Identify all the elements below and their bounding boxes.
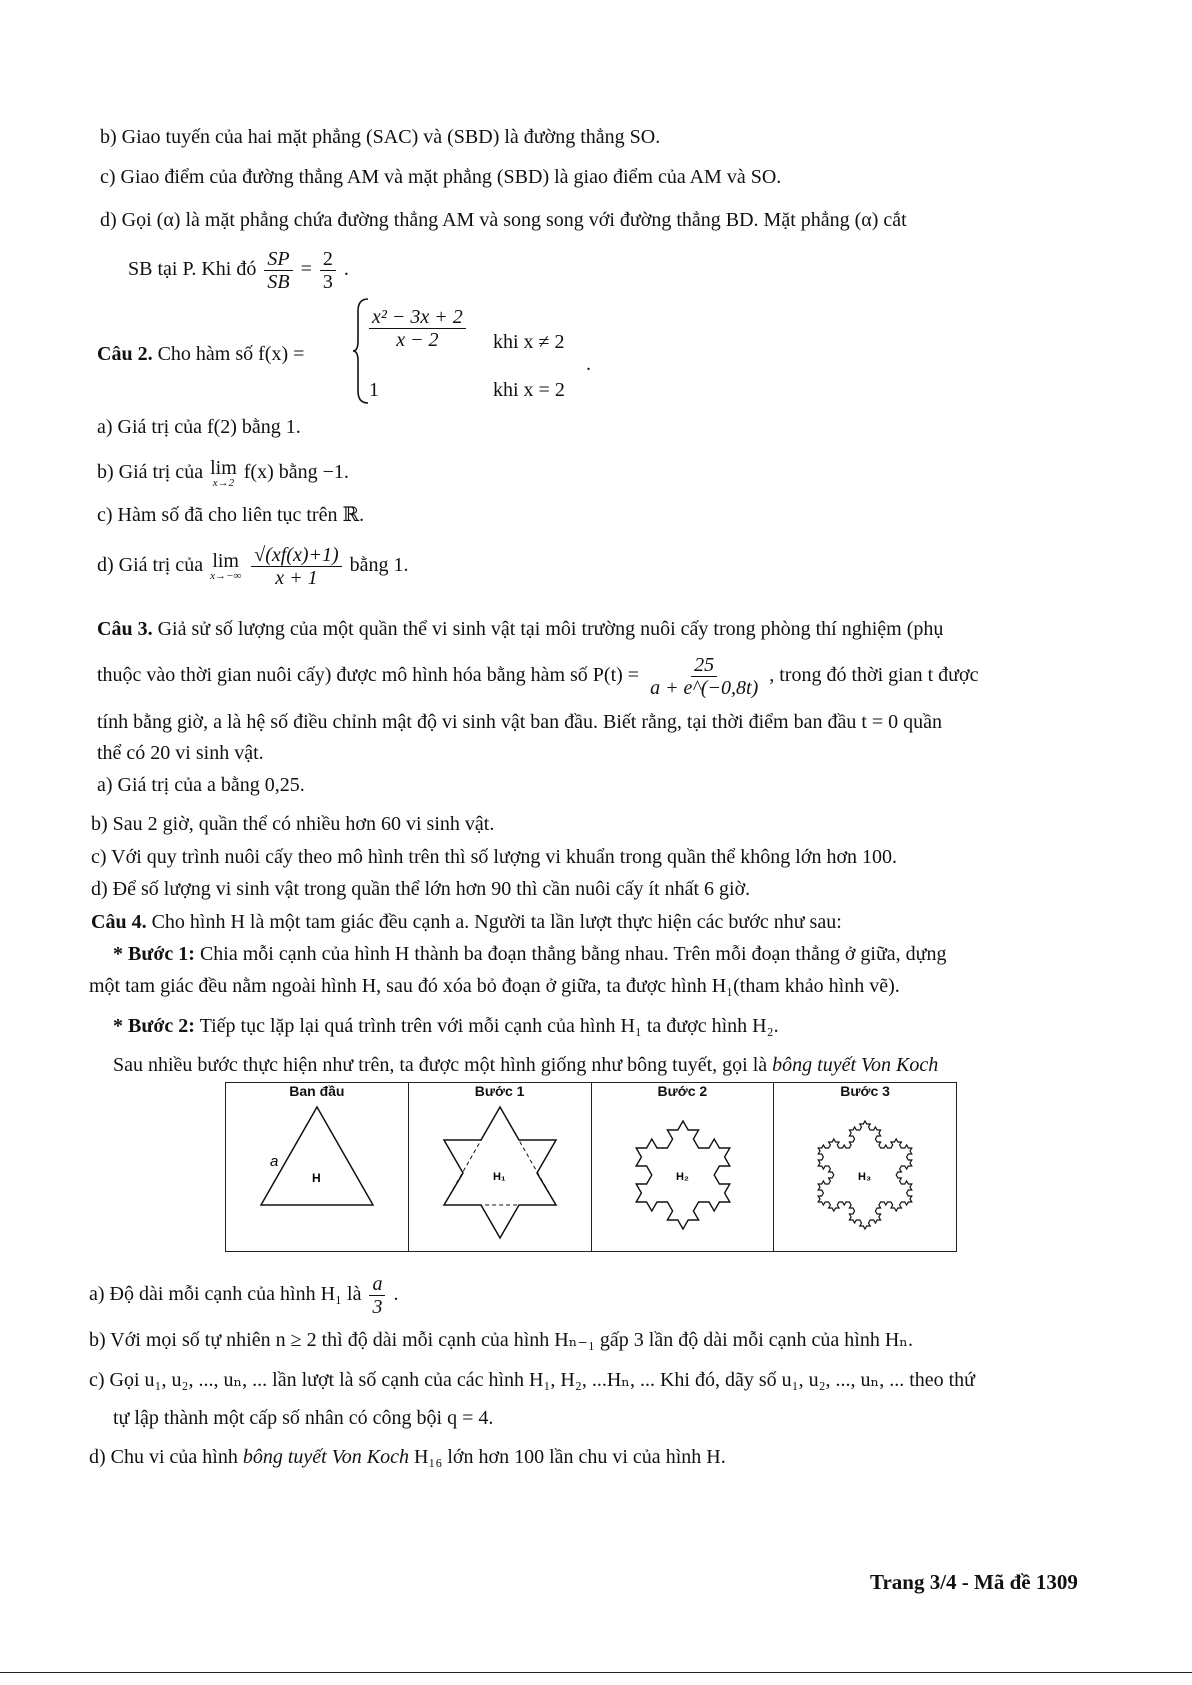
q2-case1-fraction [369, 306, 466, 351]
q4-after-pre: Sau nhiều bước thực hiện như trên, ta được một hình giống như bông tuyết, gọi là [113, 1054, 768, 1076]
q3-l2-pre: thuộc vào thời gian nuôi cấy) được mô hình hóa bằng hàm số P(t) = [97, 664, 640, 687]
q4-option-c-line1: c) Gọi u₁, u₂, ..., uₙ, ... lần lượt là số cạnh của các hình H₁, H₂, ...Hₙ, ... Khi đó, dãy số u₁, u₂, ..., uₙ, ... theo thứ [89, 1369, 976, 1391]
q2-option-b [97, 458, 349, 489]
q3-line3: tính bằng giờ, a là hệ số điều chỉnh mật độ vi sinh vật ban đầu. Biết rằng, tại thời điểm ban đầu t = 0 quần [97, 711, 943, 733]
koch-cell-step1 [409, 1083, 592, 1251]
q2-option-a: a) Giá trị của f(2) bằng 1. [97, 416, 301, 438]
triangle-h-figure [226, 1083, 408, 1251]
q1-d-fraction-value [320, 248, 336, 293]
q2-case2-val: 1 [369, 379, 379, 401]
q4-option-a [89, 1273, 398, 1318]
q2-d-fraction [251, 544, 341, 589]
q4-d-pre: d) Chu vi của hình [89, 1446, 238, 1468]
q3-line1 [97, 617, 943, 641]
q2-stem [97, 342, 304, 366]
q2-option-d [97, 544, 409, 589]
q4-d-italic: bông tuyết Von Koch [242, 1446, 409, 1468]
q1-d-eq: = [300, 258, 312, 281]
q4-a-pre: a) Độ dài mỗi cạnh của hình H₁ là [89, 1283, 362, 1306]
q3-formula-den: a + e^(−0,8t) [650, 677, 759, 699]
q2-end-dot: . [586, 353, 591, 375]
q2-d-num: √(xf(x)+1) [251, 544, 341, 567]
q2-case1-den: x − 2 [396, 329, 439, 351]
q4-option-d [89, 1445, 726, 1469]
q4-a-den: 3 [372, 1296, 383, 1318]
koch-header-step3: Bước 3 [840, 1083, 890, 1099]
q1-option-b: b) Giao tuyến của hai mặt phẳng (SAC) và (SBD) là đường thẳng SO. [100, 126, 661, 148]
q4-step1-label: * Bước 1: [113, 943, 195, 965]
q3-option-a: a) Giá trị của a bằng 0,25. [97, 774, 305, 796]
q2-option-c: c) Hàm số đã cho liên tục trên ℝ. [97, 504, 365, 526]
q1-d-den: SB [267, 271, 290, 293]
koch-cell-step3 [774, 1083, 956, 1251]
q4-after-italic: bông tuyết Von Koch [772, 1054, 939, 1076]
q2-d-pre: d) Giá trị của [97, 554, 204, 577]
koch-header-initial: Ban đầu [289, 1083, 345, 1099]
q1-d-fraction-sp-sb [264, 248, 292, 293]
q2-case1-num: x² − 3x + 2 [369, 306, 466, 329]
q2-label: Câu 2. [97, 343, 153, 365]
koch-h1-label: H₁ [492, 1171, 506, 1183]
q4-option-b: b) Với mọi số tự nhiên n ≥ 2 thì độ dài mỗi cạnh của hình Hₙ₋₁ gấp 3 lần độ dài mỗi cạnh của hình Hₙ. [89, 1329, 913, 1351]
q4-step2 [113, 1014, 779, 1038]
q1-d-pre: SB tại P. Khi đó [128, 258, 257, 281]
q1-option-d-line2 [128, 248, 349, 293]
q2-b-lim: lim [210, 457, 237, 479]
q4-a-fraction [369, 1273, 385, 1318]
q2-case2-cond: khi x = 2 [493, 379, 565, 401]
q3-formula-num: 25 [691, 654, 717, 677]
q3-label: Câu 3. [97, 618, 153, 640]
q2-b-limit [210, 458, 237, 489]
q1-d-rnum: 2 [320, 248, 336, 271]
q3-line4: thể có 20 vi sinh vật. [97, 742, 264, 764]
q4-d-post: H₁₆ lớn hơn 100 lần chu vi của hình H. [413, 1446, 726, 1468]
koch-cell-initial [226, 1083, 409, 1251]
q3-option-b: b) Sau 2 giờ, quần thể có nhiều hơn 60 vi sinh vật. [91, 813, 495, 835]
q2-b-post: f(x) bằng −1. [243, 461, 349, 484]
q1-option-d-line1: d) Gọi (α) là mặt phẳng chứa đường thẳng AM và song song với đường thẳng BD. Mặt phẳng (α) cắt [100, 209, 907, 231]
q4-step1-line2: một tam giác đều nằm ngoài hình H, sau đó xóa bỏ đoạn ở giữa, ta được hình H₁(tham khảo hình vẽ). [89, 975, 900, 997]
koch-header-step1: Bước 1 [474, 1083, 525, 1099]
q4-text1: Cho hình H là một tam giác đều cạnh a. Người ta lần lượt thực hiện các bước như sau: [151, 911, 842, 933]
koch-cell-step2 [592, 1083, 775, 1251]
q2-case1-expr [366, 306, 469, 351]
q3-line2 [97, 654, 978, 699]
q4-a-end: . [393, 1283, 399, 1306]
triangle-side-label: a [270, 1153, 279, 1170]
q1-option-c: c) Giao điểm của đường thẳng AM và mặt phẳng (SBD) là giao điểm của AM và SO. [100, 166, 782, 188]
q4-after-steps [113, 1053, 938, 1077]
q3-option-d: d) Để số lượng vi sinh vật trong quần thể lớn hơn 90 thì cần nuôi cấy ít nhất 6 giờ. [91, 878, 751, 900]
koch-header-step2: Bước 2 [657, 1083, 708, 1099]
q2-b-lim-sub: x→2 [212, 477, 235, 489]
q4-option-c-line2: tự lập thành một cấp số nhân có công bội q = 4. [113, 1407, 494, 1429]
q4-step1 [113, 942, 947, 966]
bottom-rule [0, 1672, 1192, 1673]
q2-d-limit [210, 551, 241, 582]
q3-option-c: c) Với quy trình nuôi cấy theo mô hình trên thì số lượng vi khuẩn trong quần thể không lớn hơn 100. [91, 846, 898, 868]
q2-b-pre: b) Giá trị của [97, 461, 204, 484]
q4-step1-text: Chia mỗi cạnh của hình H thành ba đoạn thẳng bằng nhau. Trên mỗi đoạn thẳng ở giữa, dựng [199, 943, 947, 965]
q2-d-lim: lim [212, 550, 239, 572]
koch-h2-figure [592, 1083, 774, 1251]
q4-step2-label: * Bước 2: [113, 1015, 195, 1037]
q2-d-lim-sub: x→−∞ [210, 570, 242, 582]
q1-d-rden: 3 [322, 271, 333, 293]
koch-h1-figure [409, 1083, 591, 1251]
q4-line1 [91, 910, 842, 934]
koch-h3-figure [774, 1083, 956, 1251]
koch-h3-label: H₃ [858, 1171, 872, 1183]
q4-step2-text: Tiếp tục lặp lại quá trình trên với mỗi cạnh của hình H₁ ta được hình H₂. [199, 1015, 779, 1037]
q2-case1-cond: khi x ≠ 2 [493, 331, 565, 353]
q4-label: Câu 4. [91, 911, 147, 933]
q2-d-den: x + 1 [275, 567, 318, 589]
q3-text1: Giả sử số lượng của một quần thể vi sinh vật tại môi trường nuôi cấy trong phòng thí nghiệm (phụ [157, 618, 944, 640]
q2-d-post: bằng 1. [349, 554, 409, 577]
q1-d-end: . [343, 258, 349, 281]
q2-intro: Cho hàm số f(x) = [157, 343, 305, 365]
koch-figure-table [225, 1082, 957, 1252]
q3-l2-post: , trong đó thời gian t được [769, 664, 979, 687]
triangle-h-label: H [312, 1171, 321, 1185]
q3-formula-fraction [647, 654, 761, 699]
koch-h2-label: H₂ [675, 1171, 689, 1183]
q4-a-num: a [369, 1273, 385, 1296]
q1-d-num: SP [264, 248, 292, 271]
page-footer: Trang 3/4 - Mã đề 1309 [870, 1570, 1078, 1594]
